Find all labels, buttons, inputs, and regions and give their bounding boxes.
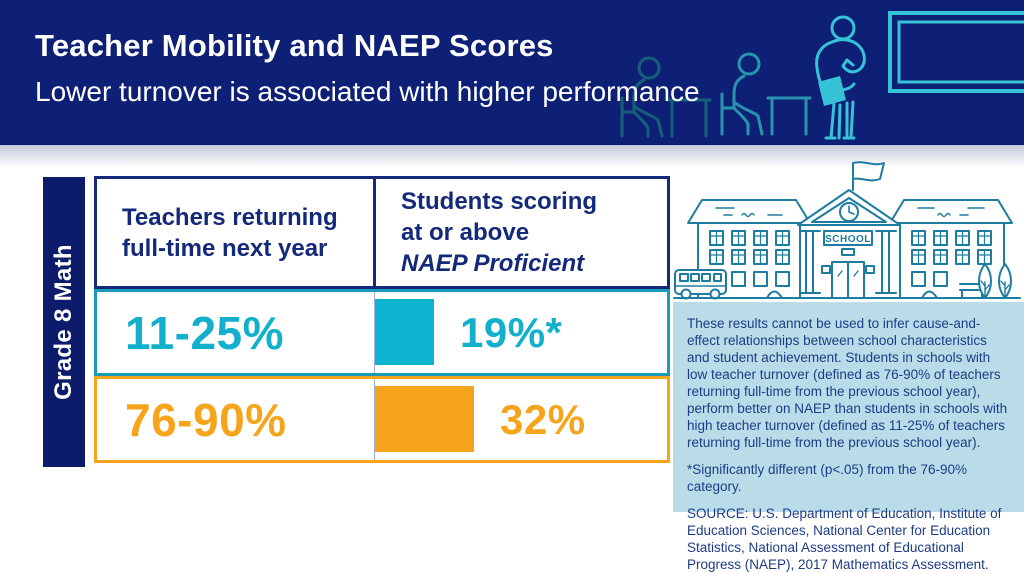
whiteboard-icon — [890, 13, 1024, 91]
bar-value: 32% — [500, 395, 586, 443]
flag-icon — [853, 162, 884, 190]
school-sign-label: SCHOOL — [825, 234, 871, 245]
data-table — [94, 176, 670, 463]
column-divider — [373, 179, 376, 286]
panel-body-text: These results cannot be used to infer cause-and-effect relationships between school characteristics and student achievement. Students in schools with low teacher turnover (defined as 76-90% of teachers returning full-time from the previous school year), perform better on NAEP than students in schools with high teacher turnover (defined as 11-25% of teachers returning full-time from the previous school year). — [687, 316, 1008, 450]
school-building-icon — [672, 152, 1022, 302]
bar — [375, 299, 434, 365]
bar-value: 19%* — [460, 308, 563, 356]
column-header-turnover: Teachers returning full-time next year — [122, 203, 338, 262]
page-subtitle: Lower turnover is associated with higher performance — [35, 76, 700, 107]
column-header-scores: Students scoring at or above NAEP Proficient — [401, 187, 598, 278]
grade-band-label: Grade 8 Math — [50, 244, 77, 400]
teacher-icon — [817, 17, 865, 138]
significance-note: *Significantly different (p<.05) from the 76-90% category. — [687, 462, 968, 494]
row-category: 76-90% — [125, 393, 287, 446]
info-panel — [673, 302, 1024, 572]
table-row — [94, 376, 670, 463]
header-banner — [0, 0, 1024, 145]
source-note: SOURCE: U.S. Department of Education, Institute of Education Sciences, National Center for Education Statistics, National Assessment of Educational Progress (NAEP), 2017 Mathematics Assessment. — [687, 506, 1002, 572]
seated-student-icon — [722, 54, 810, 134]
bar — [375, 386, 474, 452]
page-title: Teacher Mobility and NAEP Scores — [35, 28, 554, 63]
school-bus-icon — [675, 270, 726, 299]
table-row — [94, 289, 670, 376]
row-category: 11-25% — [125, 306, 285, 359]
grade-band — [43, 177, 85, 467]
table-header-row — [94, 176, 670, 289]
